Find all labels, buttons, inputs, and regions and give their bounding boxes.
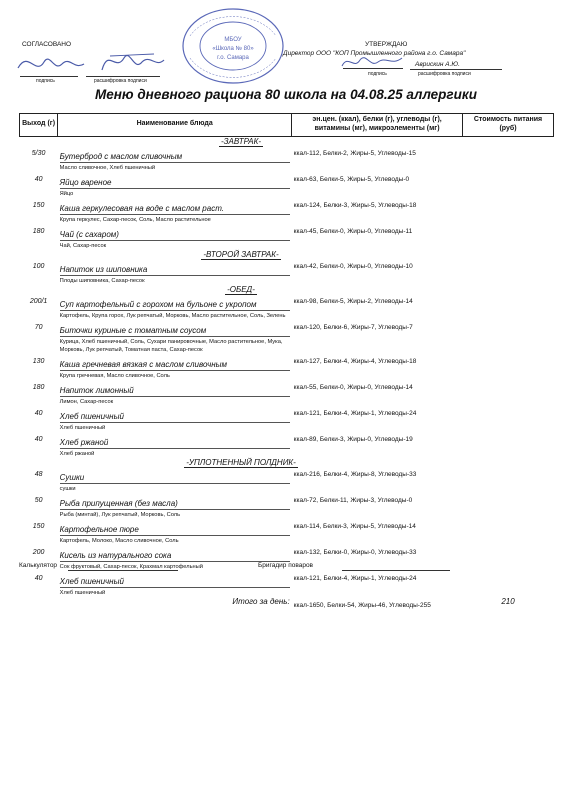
dish-nutrition: ккал-216, Белки-4, Жиры-8, Углеводы-33 — [293, 470, 417, 478]
dish-name: Каша геркулесовая на воде с маслом раст. — [60, 204, 290, 215]
dish-portion: 180 — [32, 383, 45, 391]
dish-ingredients: Сок фруктовый, Сахар-песок, Крахмал картофельный — [59, 563, 203, 570]
dish-ingredients: Чай, Сахар-песок — [59, 242, 107, 249]
section-title: -ЗАВТРАК- — [220, 136, 262, 146]
dish-row — [20, 519, 554, 545]
left-decode-caption: расшифровка подписи — [94, 78, 147, 84]
dish-name: Чай (с сахаром) — [60, 230, 290, 241]
dish-row — [20, 198, 554, 224]
right-handwritten-signature — [338, 50, 408, 72]
dish-cell — [58, 380, 292, 406]
dish-name: Хлеб пшеничный — [60, 577, 290, 588]
dish-cell — [58, 545, 292, 571]
dish-ingredients: Картофель, Крупа горох, Лук репчатый, Морковь, Масло растительное, Соль, Зелень — [59, 312, 286, 319]
dish-portion: 40 — [34, 435, 43, 443]
col-name-header: Наименование блюда — [58, 114, 292, 137]
dish-name: Бутерброд с маслом сливочным — [60, 152, 290, 163]
dish-nutrition: ккал-45, Белки-0, Жиры-0, Углеводы-11 — [293, 227, 413, 235]
dish-portion: 150 — [32, 522, 45, 530]
dish-cell — [58, 198, 292, 224]
dish-ingredients: Плоды шиповника, Сахар-песок — [59, 277, 145, 284]
section-row — [20, 458, 554, 467]
dish-ingredients: сушки — [59, 485, 76, 492]
dish-cell — [58, 354, 292, 380]
dish-cost — [463, 224, 554, 250]
dish-cost — [463, 259, 554, 285]
dish-nutrition: ккал-127, Белки-4, Жиры-4, Углеводы-18 — [293, 357, 417, 365]
col-cost-header: Стоимость питания (руб) — [463, 114, 554, 137]
dish-name: Кисель из натурального сока — [60, 551, 290, 562]
dish-name: Хлеб ржаной — [60, 438, 290, 449]
total-nutrition: ккал-1650, Белки-54, Жиры-46, Углеводы-255 — [293, 601, 431, 609]
dish-nutrition: ккал-42, Белки-0, Жиры-0, Углеводы-10 — [293, 262, 413, 270]
dish-nutrition: ккал-89, Белки-3, Жиры-0, Углеводы-19 — [293, 435, 413, 443]
dish-nutrition: ккал-98, Белки-5, Жиры-2, Углеводы-14 — [293, 297, 413, 305]
director-name: Аврискин А.Ю. — [415, 61, 460, 68]
dish-cell — [58, 571, 292, 597]
dish-cost — [463, 432, 554, 458]
dish-row — [20, 172, 554, 198]
dish-portion: 150 — [32, 201, 45, 209]
calculator-signature-line — [68, 570, 178, 571]
dish-row — [20, 467, 554, 493]
menu-table — [19, 113, 554, 609]
dish-cost — [463, 146, 554, 172]
dish-ingredients: Рыба (минтай), Лук репчатый, Морковь, Соль — [59, 511, 181, 518]
dish-cost — [463, 198, 554, 224]
menu-body — [20, 136, 554, 597]
total-cost: 210 — [501, 596, 515, 606]
dish-portion: 40 — [34, 574, 43, 582]
dish-ingredients: Яйцо — [59, 190, 74, 197]
approved-label: СОГЛАСОВАНО — [22, 41, 72, 48]
dish-nutrition: ккал-121, Белки-4, Жиры-1, Углеводы-24 — [293, 574, 417, 582]
dish-name: Яйцо вареное — [60, 178, 290, 189]
total-label: Итого за день: — [232, 596, 290, 606]
dish-row — [20, 571, 554, 597]
dish-portion: 40 — [34, 409, 43, 417]
approve-label: УТВЕРЖДАЮ — [365, 41, 408, 48]
dish-portion: 200/1 — [29, 297, 48, 305]
svg-text:МБОУ: МБОУ — [224, 37, 242, 43]
dish-row — [20, 406, 554, 432]
left-sig-caption: подпись — [36, 78, 55, 84]
dish-row — [20, 432, 554, 458]
dish-cost — [463, 467, 554, 493]
dish-row — [20, 320, 554, 354]
dish-cell — [58, 172, 292, 198]
dish-nutrition: ккал-121, Белки-4, Жиры-1, Углеводы-24 — [293, 409, 417, 417]
dish-ingredients: Хлеб пшеничный — [59, 589, 106, 596]
dish-cell — [58, 493, 292, 519]
dish-name: Напиток лимонный — [60, 386, 290, 397]
dish-cell — [58, 406, 292, 432]
table-header-row — [20, 114, 554, 137]
dish-cost — [463, 320, 554, 354]
dish-portion: 200 — [32, 548, 45, 556]
dish-cost — [463, 354, 554, 380]
dish-cost — [463, 545, 554, 571]
dish-cell — [58, 146, 292, 172]
dish-cell — [58, 320, 292, 354]
dish-cell — [58, 519, 292, 545]
dish-ingredients: Лимон, Сахар-песок — [59, 398, 114, 405]
section-row — [20, 285, 554, 294]
section-title: -ВТОРОЙ ЗАВТРАК- — [203, 249, 279, 259]
dish-portion: 100 — [32, 262, 45, 270]
dish-nutrition: ккал-114, Белки-3, Жиры-5, Углеводы-14 — [293, 522, 416, 530]
svg-text:г.о. Самара: г.о. Самара — [217, 55, 249, 61]
dish-ingredients: Крупа геркулес, Сахар-песок, Соль, Масло растительное — [59, 216, 211, 223]
dish-portion: 50 — [34, 496, 43, 504]
dish-nutrition: ккал-124, Белки-3, Жиры-5, Углеводы-18 — [293, 201, 417, 209]
col-nutrition-header: эн.цен. (ккал), белки (г), углеводы (г), витамины (мг), микроэлементы (мг) — [292, 114, 463, 137]
total-row — [20, 597, 554, 609]
dish-nutrition: ккал-72, Белки-11, Жиры-3, Углеводы-0 — [293, 496, 413, 504]
left-handwritten-signature — [14, 42, 174, 82]
dish-nutrition: ккал-112, Белки-2, Жиры-5, Углеводы-15 — [293, 149, 416, 157]
dish-ingredients: Картофель, Молоко, Масло сливочное, Соль — [59, 537, 179, 544]
dish-cell — [58, 467, 292, 493]
dish-name: Сушки — [60, 473, 290, 484]
dish-cost — [463, 406, 554, 432]
dish-portion: 48 — [34, 470, 43, 478]
calculator-label: Калькулятор — [19, 562, 58, 569]
dish-ingredients: Хлеб ржаной — [59, 450, 95, 457]
dish-portion: 40 — [34, 175, 43, 183]
dish-portion: 70 — [34, 323, 43, 331]
dish-ingredients: Крупа гречневая, Масло сливочное, Соль — [59, 372, 170, 379]
dish-cost — [463, 294, 554, 320]
right-decode-line — [410, 69, 502, 70]
head-cook-label: Бригадир поваров — [258, 562, 314, 569]
right-decode-caption: расшифровка подписи — [418, 71, 471, 77]
dish-cell — [58, 224, 292, 250]
dish-cell — [58, 294, 292, 320]
dish-cost — [463, 519, 554, 545]
dish-nutrition: ккал-132, Белки-0, Жиры-0, Углеводы-33 — [293, 548, 417, 556]
col-portion-header: Выход (г) — [20, 114, 58, 137]
section-row — [20, 136, 554, 146]
dish-nutrition: ккал-63, Белки-5, Жиры-5, Углеводы-0 — [293, 175, 410, 183]
dish-row — [20, 259, 554, 285]
dish-name: Каша гречневая вязкая с маслом сливочным — [60, 360, 290, 371]
section-row — [20, 250, 554, 259]
dish-ingredients: Хлеб пшеничный — [59, 424, 106, 431]
dish-cost — [463, 380, 554, 406]
dish-row — [20, 294, 554, 320]
dish-nutrition: ккал-55, Белки-0, Жиры-0, Углеводы-14 — [293, 383, 413, 391]
dish-ingredients: Масло сливочное, Хлеб пшеничный — [59, 164, 156, 171]
dish-cost — [463, 493, 554, 519]
dish-name: Рыба припущенная (без масла) — [60, 499, 290, 510]
dish-row — [20, 493, 554, 519]
dish-name: Биточки куриные с томатным соусом — [60, 326, 290, 337]
section-title: -УПЛОТНЕННЫЙ ПОЛДНИК- — [186, 457, 296, 467]
dish-portion: 5/30 — [31, 149, 46, 157]
dish-name: Напиток из шиповника — [60, 265, 290, 276]
head-cook-signature-line — [342, 570, 450, 571]
dish-name: Картофельное пюре — [60, 525, 290, 536]
right-sig-caption: подпись — [368, 71, 387, 77]
dish-cell — [58, 432, 292, 458]
dish-row — [20, 354, 554, 380]
page-title: Меню дневного рациона 80 школа на 04.08.25 аллергики — [95, 87, 477, 102]
director-position: Директор ООО "КОП Промышленного района г.о. Самара" — [283, 50, 466, 57]
dish-cost — [463, 571, 554, 597]
dish-row — [20, 224, 554, 250]
dish-ingredients: Курица, Хлеб пшеничный, Соль, Сухари панировочные, Масло растительное, Мука, Морковь, Лук репчатый, Томатная паста, Сахар-песок — [59, 338, 283, 353]
dish-cost — [463, 172, 554, 198]
dish-name: Суп картофельный с горохом на бульоне с укропом — [60, 300, 290, 311]
section-title: -ОБЕД- — [227, 284, 255, 294]
dish-portion: 180 — [32, 227, 45, 235]
dish-row — [20, 380, 554, 406]
dish-row — [20, 146, 554, 172]
dish-cell — [58, 259, 292, 285]
svg-text:«Школа № 80»: «Школа № 80» — [212, 46, 254, 52]
official-stamp — [178, 6, 288, 86]
dish-portion: 130 — [32, 357, 45, 365]
dish-name: Хлеб пшеничный — [60, 412, 290, 423]
dish-nutrition: ккал-120, Белки-6, Жиры-7, Углеводы-7 — [293, 323, 413, 331]
